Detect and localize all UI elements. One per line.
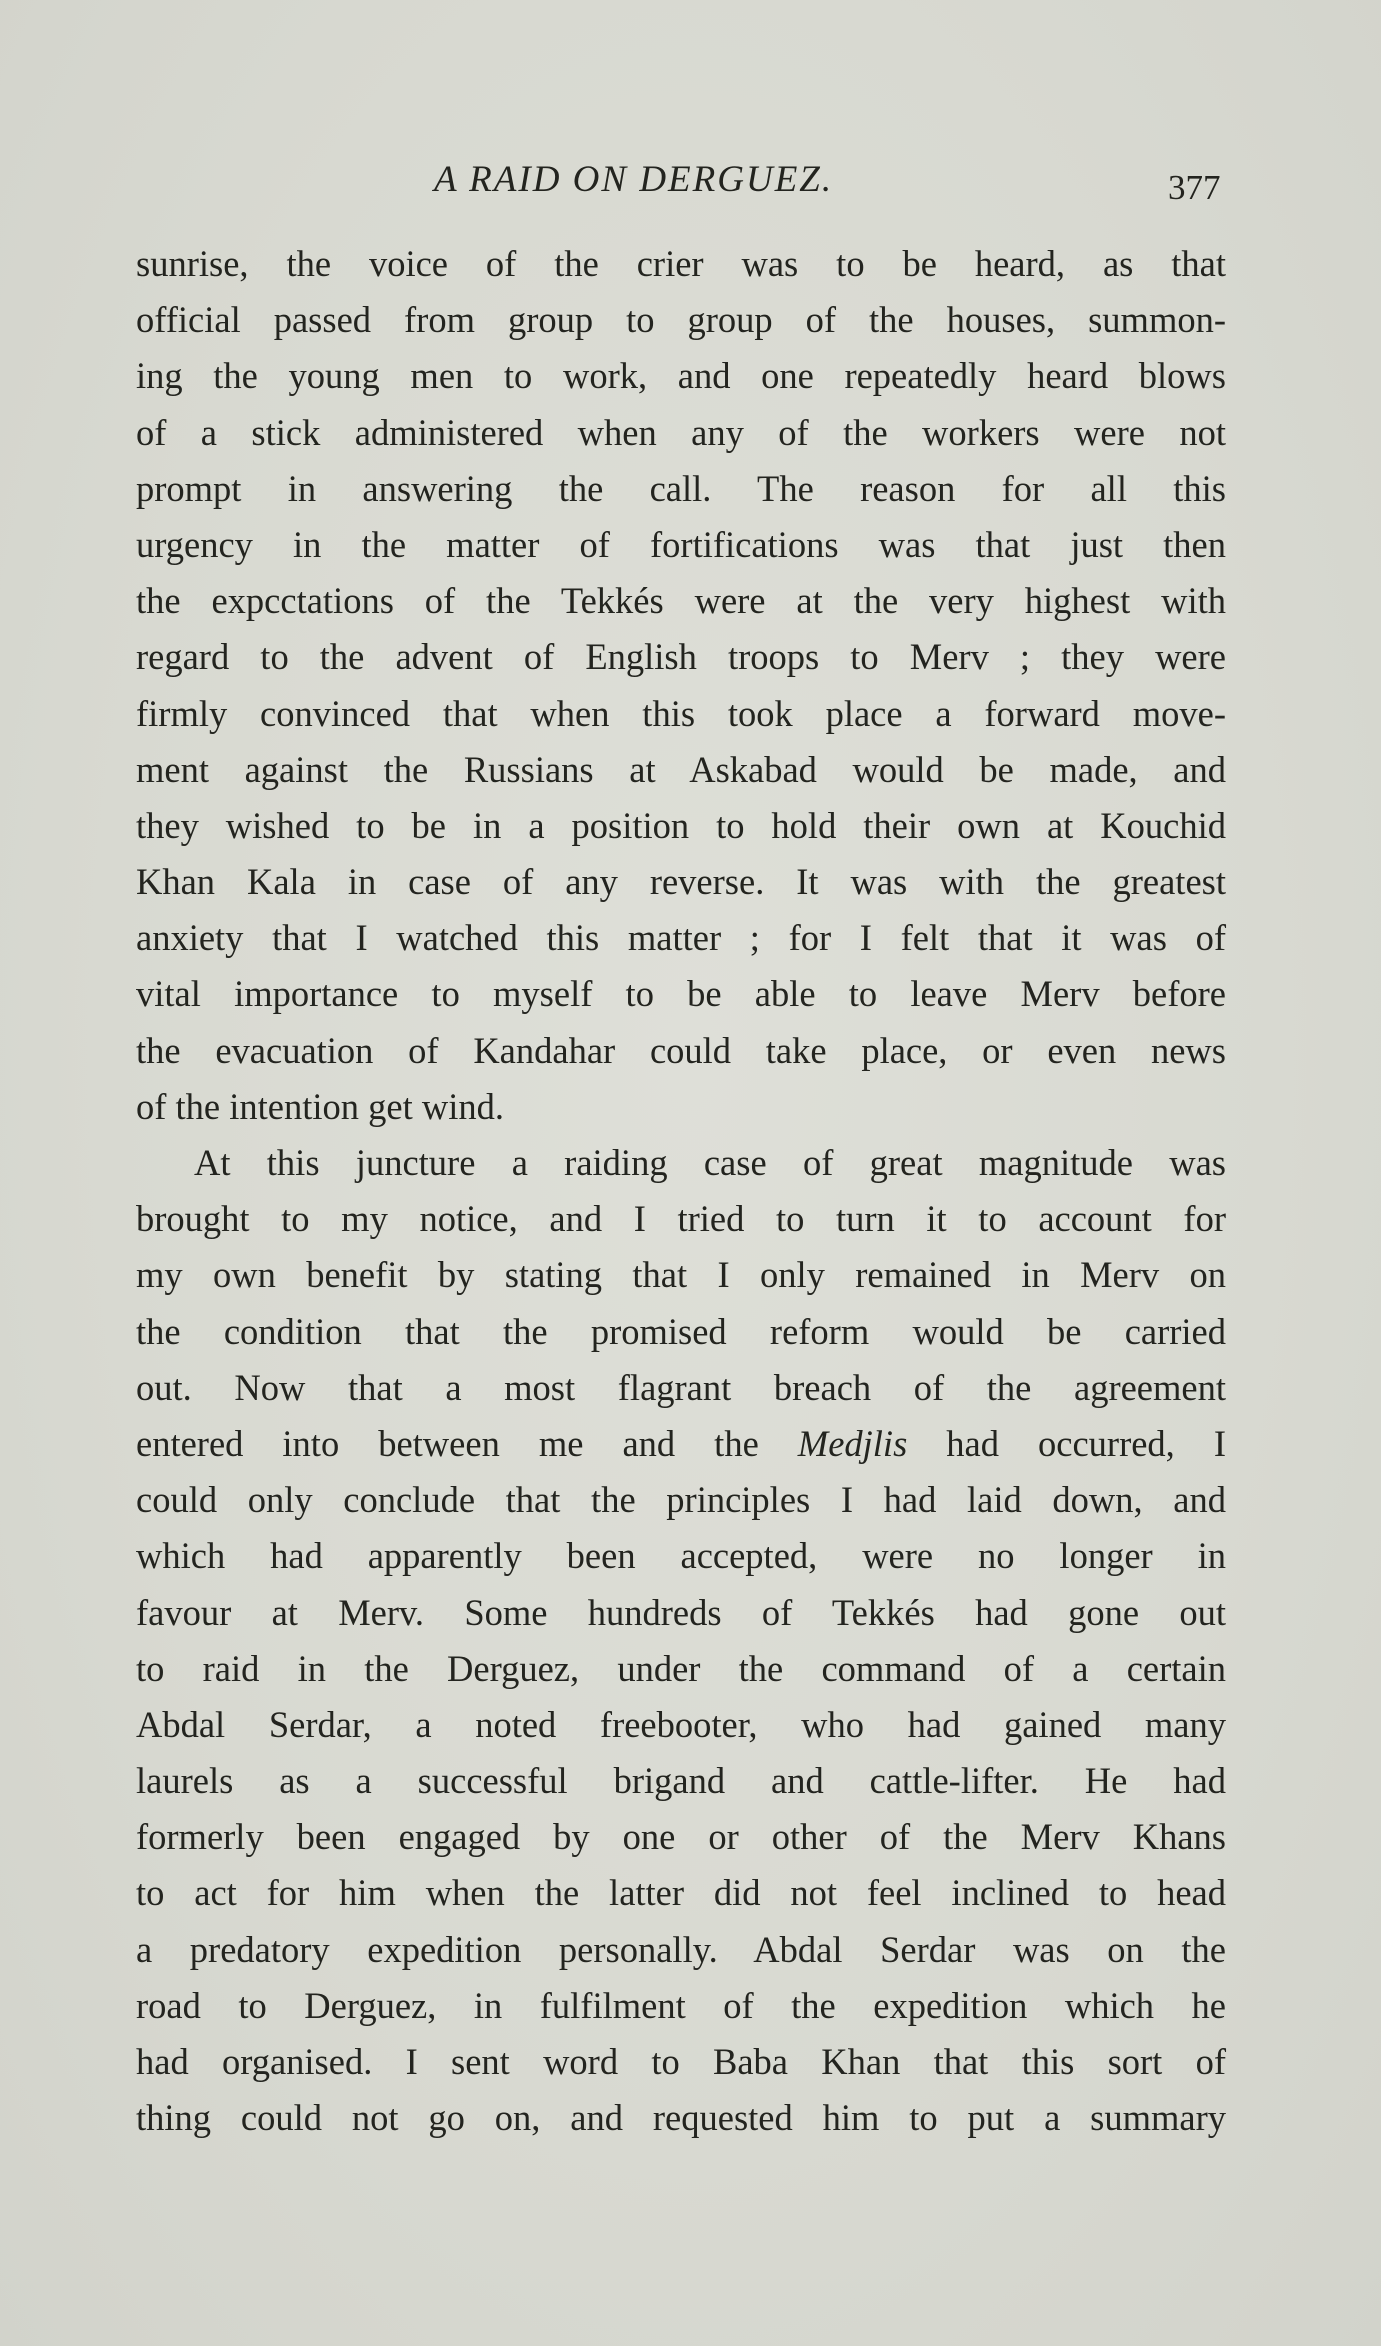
running-head <box>0 158 1381 208</box>
text-line-with-italic <box>136 1416 1226 1472</box>
text-line: sunrise, the voice of the crier was to be heard, as that <box>136 243 1226 284</box>
paragraph-end-line: of the intention get wind. <box>136 1085 504 1127</box>
text-line: regard to the advent of English troops to Merv ; they were <box>136 636 1226 678</box>
text-line: a predatory expedition personally. Abdal Serdar was on the <box>136 1928 1226 1970</box>
running-title: A RAID ON DERGUEZ. <box>434 159 834 200</box>
text-line: ing the young men to work, and one repeatedly heard blows <box>136 355 1226 397</box>
text-line: had organised. I sent word to Baba Khan that this sort of <box>136 2041 1226 2082</box>
text-line: firmly convinced that when this took place a forward move- <box>136 692 1226 734</box>
text-line: they wished to be in a position to hold their own at Kouchid <box>136 804 1226 846</box>
text-line: the expcctations of the Tekkés were at the very highest with <box>136 580 1226 622</box>
text-line: formerly been engaged by one or other of the Merv Khans <box>136 1816 1226 1858</box>
paragraph-start-line: At this juncture a raiding case of great magnitude was <box>194 1142 1226 1183</box>
text-line: out. Now that a most flagrant breach of the agreement <box>136 1366 1226 1408</box>
text-line: vital importance to myself to be able to leave Merv before <box>136 973 1226 1015</box>
text-line: to raid in the Derguez, under the command of a certain <box>136 1647 1226 1689</box>
text-line: of a stick administered when any of the workers were not <box>136 411 1226 453</box>
text-line: my own benefit by stating that I only remained in Merv on <box>136 1254 1226 1296</box>
text-line: Abdal Serdar, a noted freebooter, who had gained many <box>136 1703 1226 1745</box>
text-line: ment against the Russians at Askabad would be made, and <box>136 748 1226 790</box>
text-segment: entered into between me and the <box>136 1422 798 1464</box>
body-text <box>136 236 1226 2146</box>
text-line: the evacuation of Kandahar could take place, or even news <box>136 1029 1226 1071</box>
text-line: the condition that the promised reform would be carried <box>136 1310 1226 1352</box>
italic-term-medjlis: Medjlis <box>797 1422 908 1464</box>
text-line: road to Derguez, in fulfilment of the expedition which he <box>136 1984 1226 2026</box>
text-segment: had occurred, I <box>907 1422 1226 1464</box>
text-line: thing could not go on, and requested him to put a summary <box>136 2097 1226 2139</box>
text-line: urgency in the matter of fortifications was that just then <box>136 523 1226 565</box>
text-line: prompt in answering the call. The reason for all this <box>136 467 1226 509</box>
page-number: 377 <box>1168 168 1221 207</box>
text-line: laurels as a successful brigand and cattle-lifter. He had <box>136 1760 1226 1802</box>
text-line: which had apparently been accepted, were no longer in <box>136 1535 1226 1577</box>
text-line: to act for him when the latter did not feel inclined to head <box>136 1872 1226 1914</box>
text-line: anxiety that I watched this matter ; for I felt that it was of <box>136 917 1226 959</box>
text-line: could only conclude that the principles I had laid down, and <box>136 1479 1226 1521</box>
text-line: favour at Merv. Some hundreds of Tekkés had gone out <box>136 1591 1226 1633</box>
text-line: official passed from group to group of the houses, summon- <box>136 299 1226 341</box>
text-line: Khan Kala in case of any reverse. It was with the greatest <box>136 861 1226 903</box>
text-line: brought to my notice, and I tried to turn it to account for <box>136 1198 1226 1240</box>
